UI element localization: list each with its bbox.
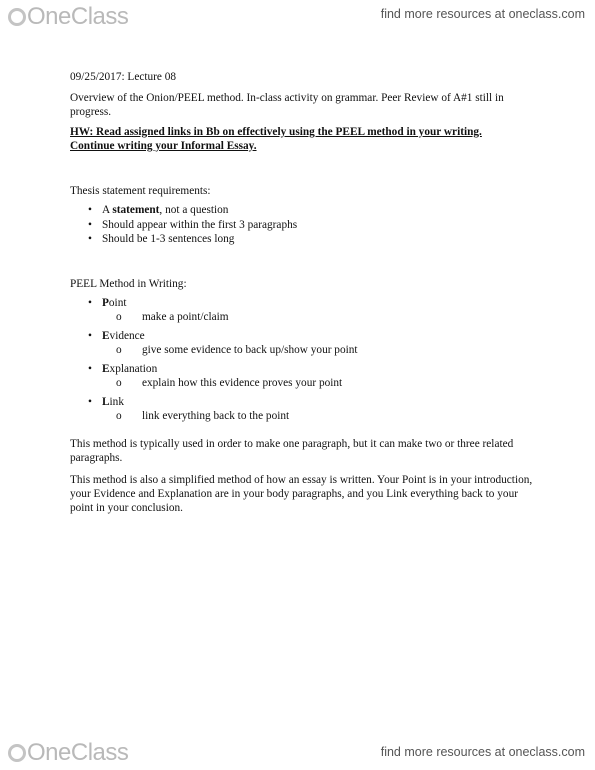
peel-heading: PEEL Method in Writing: (70, 278, 187, 290)
peel-item-link: • Link o link everything back to the point (88, 395, 488, 423)
peel-sub-item: o link everything back to the point (116, 410, 290, 422)
homework-line-2: Continue writing your Informal Essay. (70, 140, 257, 152)
thesis-heading: Thesis statement requirements: (70, 185, 211, 197)
logo-mark-icon (8, 744, 26, 762)
peel-sub-item: o make a point/claim (116, 311, 229, 323)
peel-item-explanation: • Explanation o explain how this evidence proves your point (88, 362, 488, 390)
thesis-requirements-list (88, 203, 297, 247)
paragraph-essay-structure: This method is also a simplified method of how an essay is written. Your Point is in your introduction, your Evidence and Explanation are in your body paragraphs, and you Link everything back to your point in your conclusion. (70, 474, 533, 514)
peel-item-point: • Point o make a point/claim (88, 296, 488, 324)
peel-item-evidence: • Evidence o give some evidence to back up/show your point (88, 329, 488, 357)
list-item: • Should appear within the first 3 paragraphs (88, 218, 297, 233)
list-item: • A statement, not a question (88, 203, 297, 218)
homework-note (70, 125, 482, 153)
header-tagline[interactable]: find more resources at oneclass.com (380, 7, 585, 21)
peel-sub-item: o give some evidence to back up/show your point (116, 344, 358, 356)
footer-tagline[interactable]: find more resources at oneclass.com (380, 745, 585, 759)
logo-mark-icon (8, 8, 26, 26)
oneclass-logo-footer[interactable] (8, 739, 128, 767)
date-line: 09/25/2017: Lecture 08 (70, 71, 177, 83)
oneclass-logo[interactable] (8, 3, 128, 31)
paragraph-usage: This method is typically used in order to make one paragraph, but it can make two or three related paragraphs. (70, 438, 514, 464)
homework-line-1: HW: Read assigned links in Bb on effectively using the PEEL method in your writing. (70, 126, 482, 138)
peel-list (88, 296, 488, 428)
overview-text: Overview of the Onion/PEEL method. In-class activity on grammar. Peer Review of A#1 still in progress. (70, 92, 504, 118)
peel-sub-item: o explain how this evidence proves your point (116, 377, 343, 389)
logo-text: OneClass (27, 739, 129, 766)
bold-term: statement (112, 204, 160, 216)
logo-text: OneClass (27, 3, 129, 30)
list-item: • Should be 1-3 sentences long (88, 232, 297, 247)
